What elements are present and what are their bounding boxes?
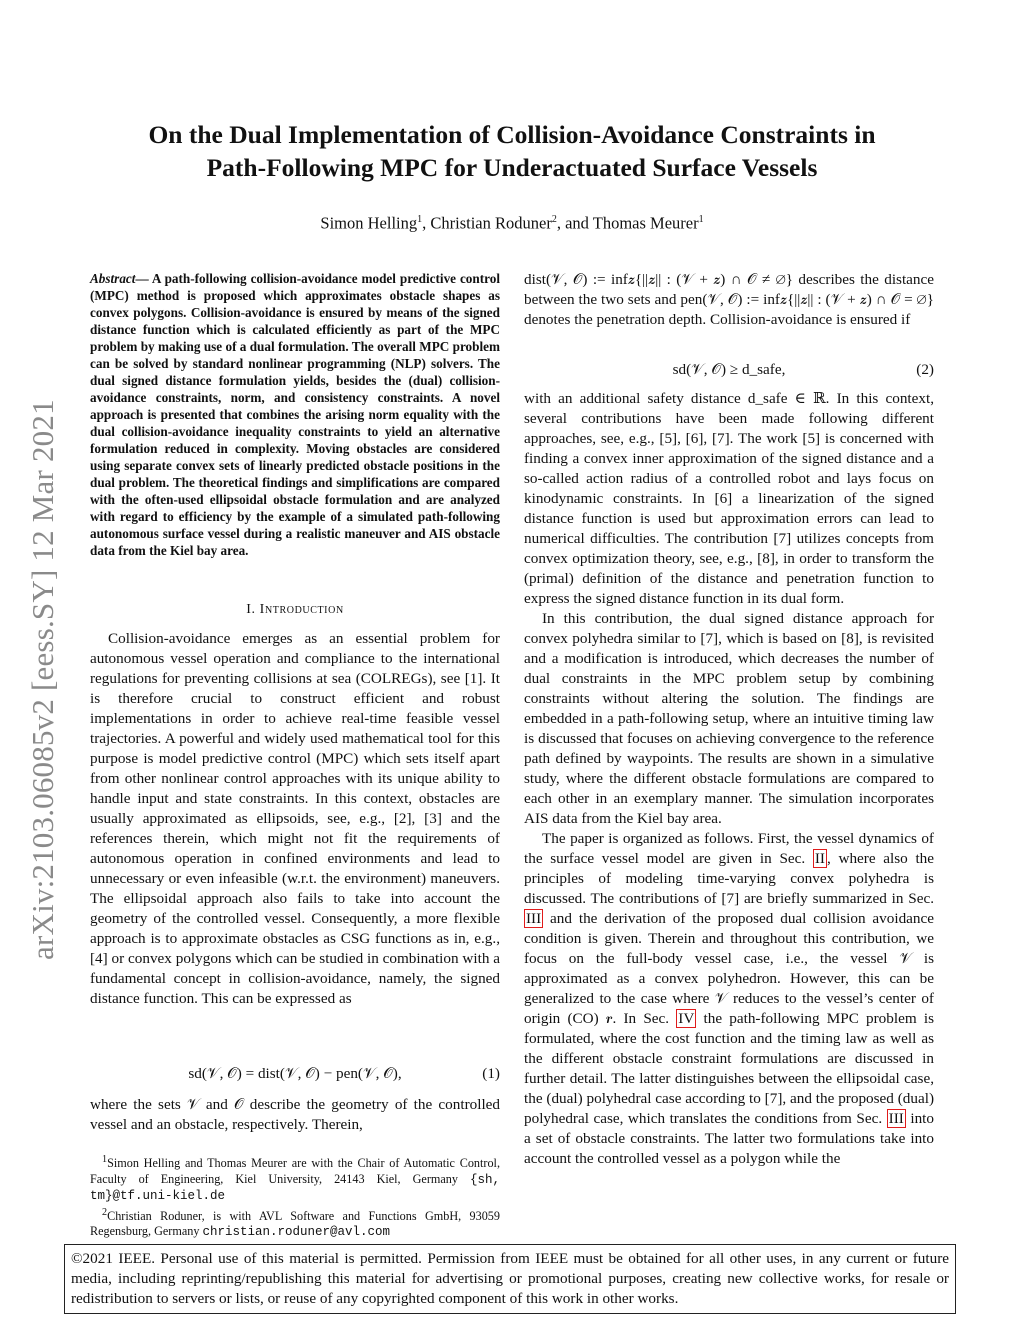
abstract-label: Abstract <box>90 271 136 286</box>
equation-1-expression: sd(𝒱, 𝒪) = dist(𝒱, 𝒪) − pen(𝒱, 𝒪), <box>188 1065 402 1082</box>
title-line-2: Path-Following MPC for Underactuated Surface Vessels <box>206 153 818 182</box>
footnotes <box>90 1152 500 1241</box>
footnote-1-email[interactable]: {sh, tm}@tf.uni-kiel.de <box>90 1172 500 1204</box>
intro-text: Collision-avoidance emerges as an essential problem for autonomous vessel operation and compliance to the international regulations for preventing collisions at sea (COLREGs), see [1]. It is therefore crucial to construct efficient and robust implementations in order to achieve real-time feasible vessel trajectories. A powerful and widely used mathematical tool for this purpose is model predictive control (MPC) which sets itself apart from other nonlinear control approaches with its unique ability to handle input and state constraints. In this context, obstacles are usually approximated as ellipsoids, see, e.g., [2], [3] and the references therein, which might not fit the requirements of autonomous operation in confined environments and lead to unnecessary or even infeasible (w.r.t. the environment) maneuvers. The ellipsoidal approach also fails to take into account the geometry of the controlled vessel. Consequently, a more flexible approach is to approximate obstacles as CSG functions as in, e.g., [4] or convex polygons which can be studied in combination with a fundamental concept in collision-avoidance, namely, the signed distance function. This can be expressed as <box>90 630 500 1007</box>
paper-title <box>60 118 964 184</box>
paragraph-after-eq1 <box>90 1095 500 1135</box>
author-2: Christian Roduner <box>430 213 552 233</box>
section-link-III-second[interactable]: III <box>888 1110 904 1127</box>
right-paragraph-3 <box>524 829 934 1169</box>
right-paragraph-1: with an additional safety distance d_safe ∈ ℝ. In this context, several contributions have been made following different approaches, see, e.g., [5], [6], [7]. The work [5] is concerned with finding a convex inner approximation of the signed distance and a so-called action radius of a controlled robot and lays focus on kinodynamic constraints. In [6] a linearization of the signed distance function is used but approximation errors can lead to numerical difficulties. The contribution [7] utilizes concepts from convex optimization theory, see, e.g., [8], in order to transform the (primal) definition of the distance and penetration function to express the signed distance function in its dual form. <box>524 390 934 607</box>
right-p3-part-d: the path-following MPC problem is formulated, where the cost function and the timing law as well as the different obstacle constraint formulations are discussed in further detail. The latter distinguishes between the ellipsoidal case, the (dual) polyhedral case according to [7], and the proposed (dual) polyhedral case, which translates the conditions from Sec. <box>524 1010 934 1127</box>
section-link-II[interactable]: II <box>814 850 825 867</box>
author-list <box>60 208 964 236</box>
author-3: Thomas Meurer <box>592 213 699 233</box>
right-p3-part-e: into a set of obstacle constraints. The latter two formulations take into account the controlled vessel as a polygon while the <box>524 1110 934 1167</box>
abstract-dash: — <box>135 271 152 286</box>
footnote-1-marker: 1 <box>102 1154 108 1165</box>
intro-paragraph-1 <box>90 629 500 1009</box>
footnote-2-marker: 2 <box>102 1206 108 1218</box>
author-1-affiliation: 1 <box>417 214 423 225</box>
after-eq1-text: where the sets 𝒱 and 𝒪 describe the geometry of the controlled vessel and an obstacle, respectively. Therein, <box>90 1096 500 1133</box>
arxiv-stamp: arXiv:2103.06085v2 [eess.SY] 12 Mar 2021 <box>25 399 60 960</box>
equation-1 <box>90 1062 500 1086</box>
equation-2 <box>524 358 934 382</box>
right-paragraph-2: In this contribution, the dual signed distance approach for convex polyhedra similar to [7], which is based on [8], is revisited and a modification is introduced, which decreases the number of dual constraints in the MPC problem setup by combining constraints without altering the solution. The findings are embedded in a path-following setup, where an intuitive timing law is discussed that focuses on achieving convergence to the reference path defined by waypoints. The results are shown in a simulative study, where the different obstacle formulations are compared to each other in an exemplary manner. The simulation incorporates AIS data from the Kiel bay area. <box>524 610 934 827</box>
author-1: Simon Helling <box>320 213 418 233</box>
abstract-text: A path-following collision-avoidance model predictive control (MPC) method is proposed which approximates obstacle shapes as convex polygons. Collision-avoidance is ensured by means of the signed distance function which is calculated efficiently as part of the MPC problem by making use of a dual formulation. The overall MPC problem can be solved by standard nonlinear programming (NLP) solvers. The dual signed distance formulation yields, besides the (dual) collision-avoidance constraints, norm, and consistency constraints. A novel approach is presented that combines the arising norm equality with the dual collision-avoidance inequality constraints to yield an alternative formulation reduced in complexity. Moving obstacles are considered using separate convex sets of linearly predicted obstacle positions in the dual problem. The theoretical findings and simplifications are compared with the often-used ellipsoidal obstacle formulation and are analyzed with regard to efficiency by the example of a simulated path-following autonomous surface vessel during a realistic maneuver and AIS obstacle data from the Kiel bay area. <box>90 271 500 558</box>
copyright-notice: ©2021 IEEE. Personal use of this material is permitted. Permission from IEEE must be obtained for all other uses, in any current or future media, including reprinting/republishing this material for advertising or promotional purposes, creating new collective works, for resale or redistribution to servers or lists, or reuse of any copyrighted component of this work in other works. <box>64 1244 956 1314</box>
abstract <box>90 270 500 559</box>
section-link-IV[interactable]: IV <box>678 1010 695 1027</box>
author-separator: , <box>422 213 431 233</box>
right-p3-part-b: , where also the principles of modeling time-varying convex polyhedra is discussed. The contributions of [7] are briefly summarized in Sec. <box>524 850 935 907</box>
right-top-text: dist(𝒱, 𝒪) := inf𝒛{||𝒛|| : (𝒱 + 𝒛) ∩ 𝒪 ≠ ∅} describes the distance between the two sets and pen(𝒱, 𝒪) := inf𝒛{||𝒛|| : (𝒱 + 𝒛) ∩ 𝒪 = ∅} denotes the penetration depth. Collision-avoidance is ensured if <box>524 271 934 328</box>
section-link-III[interactable]: III <box>526 910 542 927</box>
author-separator: , and <box>556 213 593 233</box>
equation-2-expression: sd(𝒱, 𝒪) ≥ d_safe, <box>672 361 786 378</box>
right-p3-part-c: and the derivation of the proposed dual collision avoidance condition is given. Therein and throughout this contribution, we focus on the full-body vessel case, i.e., the vessel 𝒱 is approximated as a convex polyhedron. However, this can be generalized to the case where 𝒱 reduces to the vessel’s center of origin (CO) 𝒓. In Sec. <box>524 910 934 1027</box>
equation-1-number: (1) <box>482 1065 500 1082</box>
section-heading-introduction: I. Introduction <box>246 602 344 617</box>
right-p3-part-a: The paper is organized as follows. First, the vessel dynamics of the surface vessel model are given in Sec. <box>524 830 934 867</box>
footnote-2-email[interactable]: christian.roduner@avl.com <box>202 1225 391 1240</box>
right-column-body <box>524 389 934 1169</box>
footnote-2-text: Christian Roduner, is with AVL Software and Functions GmbH, 93059 Regensburg, Germany <box>90 1208 500 1239</box>
footnote-1-text: Simon Helling and Thomas Meurer are with the Chair of Automatic Control, Faculty of Engineering, Kiel University, 24143 Kiel, Germany <box>90 1156 500 1186</box>
title-line-1: On the Dual Implementation of Collision-Avoidance Constraints in <box>148 120 876 149</box>
author-3-affiliation: 1 <box>698 214 704 225</box>
right-column-intro <box>524 270 934 330</box>
footnote-1 <box>90 1152 500 1205</box>
equation-2-number: (2) <box>916 361 934 378</box>
author-2-affiliation: 2 <box>551 214 557 225</box>
footnote-2 <box>90 1205 500 1241</box>
